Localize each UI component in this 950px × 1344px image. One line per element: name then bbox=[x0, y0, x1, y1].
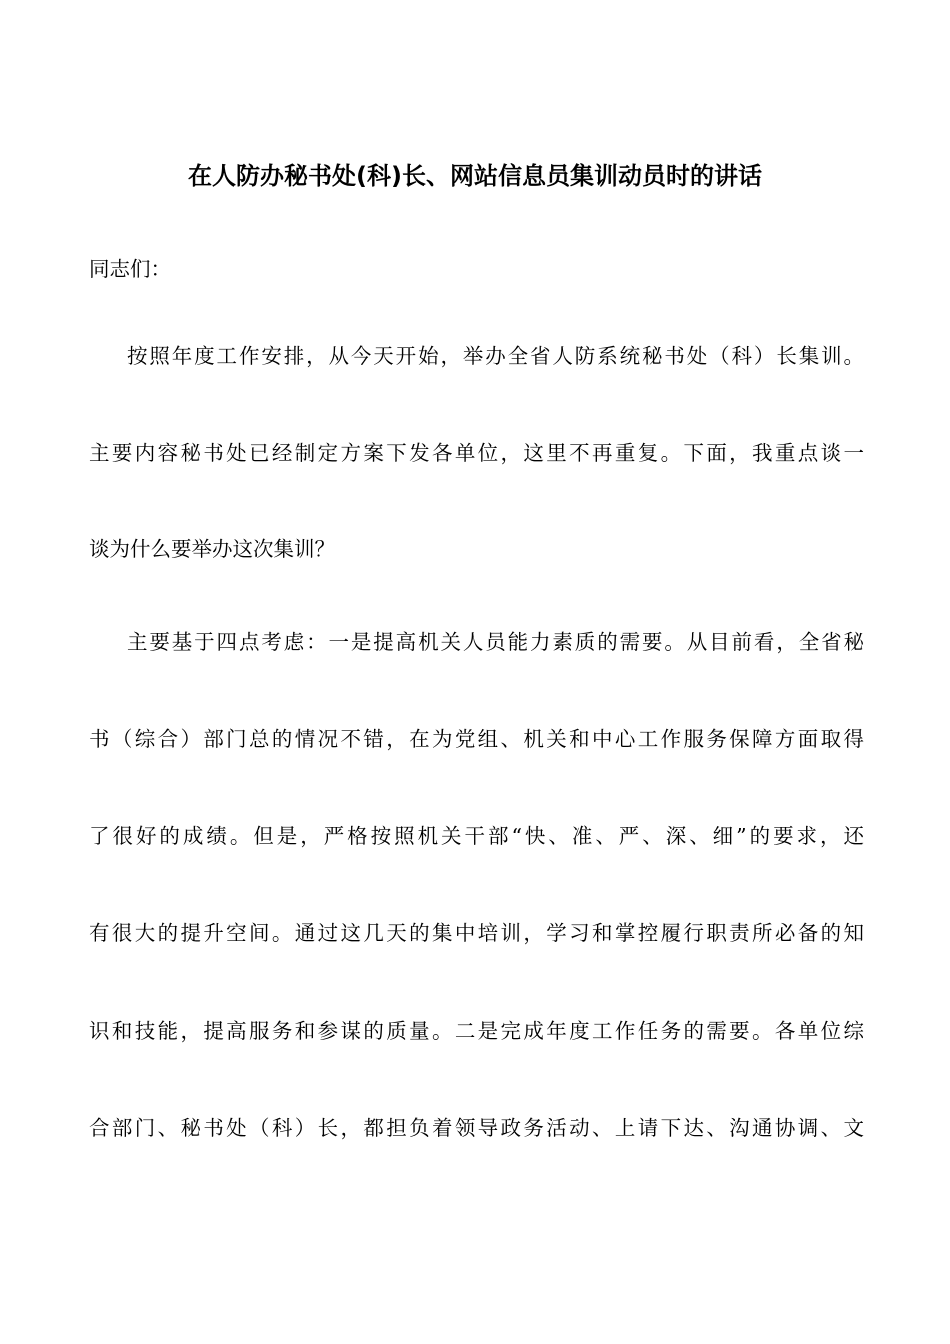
paragraph-2-line-1: 主要基于四点考虑：一是提高机关人员能力素质的需要。从目前看，全省秘 bbox=[127, 630, 864, 654]
paragraph-1-line-2: 主要内容秘书处已经制定方案下发各单位，这里不再重复。下面，我重点谈一 bbox=[89, 441, 864, 465]
paragraph-2-line-2: 书（综合）部门总的情况不错，在为党组、机关和中心工作服务保障方面取得 bbox=[89, 727, 864, 751]
document-title: 在人防办秘书处(科)长、网站信息员集训动员时的讲话 bbox=[188, 162, 762, 190]
paragraph-2-line-6: 合部门、秘书处（科）长，都担负着领导政务活动、上请下达、沟通协调、文 bbox=[89, 1116, 864, 1140]
salutation: 同志们： bbox=[89, 257, 171, 281]
paragraph-2-line-3: 了很好的成绩。但是，严格按照机关干部“快、准、严、深、细”的要求，还 bbox=[89, 824, 864, 848]
paragraph-1-line-1: 按照年度工作安排，从今天开始，举办全省人防系统秘书处（科）长集训。 bbox=[127, 344, 864, 368]
paragraph-2-line-5: 识和技能，提高服务和参谋的质量。二是完成年度工作任务的需要。各单位综 bbox=[89, 1019, 864, 1043]
paragraph-2-line-4: 有很大的提升空间。通过这几天的集中培训，学习和掌控履行职责所必备的知 bbox=[89, 921, 864, 945]
paragraph-1-line-3: 谈为什么要举办这次集训？ bbox=[89, 537, 335, 561]
